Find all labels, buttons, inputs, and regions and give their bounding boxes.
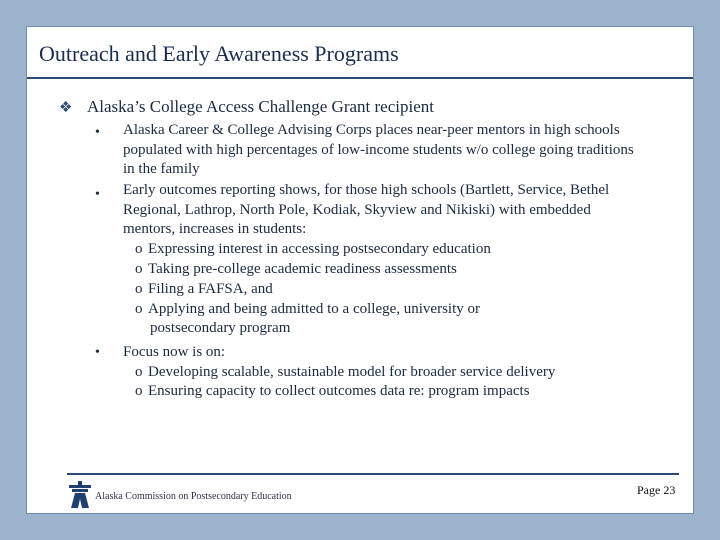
bullet-item-3: Focus now is on:: [123, 344, 226, 360]
slide-title: Outreach and Early Awareness Programs: [39, 41, 399, 66]
slide: [26, 26, 694, 514]
outcome-item-2: Taking pre-college academic readiness assessments: [148, 261, 457, 277]
bullet-item-1: Alaska Career & College Advising Corps places near-peer mentors in high schools populated with high percentages of low-income students w/o college going traditions in the family: [123, 122, 634, 178]
bullet-item-2: Early outcomes reporting shows, for those high schools (Bartlett, Service, Bethel Regional, Lathrop, North Pole, Kodiak, Skyview and Nikiski) with embedded mentors, increases in students:: [123, 182, 610, 238]
outcome-item-4: Applying and being admitted to a college, university or: [148, 301, 481, 317]
sub-bullet-marker: o: [135, 364, 143, 380]
sub-bullet-marker: o: [135, 261, 143, 277]
outcome-item-3: Filing a FAFSA, and: [148, 281, 273, 297]
focus-item-1: Developing scalable, sustainable model for broader service delivery: [148, 364, 556, 380]
bullet-dot-icon: •: [95, 125, 100, 140]
sub-bullet-marker: o: [135, 281, 143, 297]
outcome-item-1: Expressing interest in accessing postsecondary education: [148, 241, 491, 257]
bullet-dot-icon: •: [95, 187, 100, 202]
sub-bullet-marker: o: [135, 301, 143, 317]
diamond-bullet-icon: ❖: [59, 100, 73, 116]
sub-bullet-marker: o: [135, 241, 143, 257]
bullet-dot-icon: •: [95, 345, 100, 360]
sub-bullet-marker: o: [135, 383, 143, 399]
footer-org-name: Alaska Commission on Postsecondary Education: [95, 491, 292, 502]
footer-divider: [67, 473, 679, 475]
title-divider: [27, 77, 693, 79]
outcome-item-4-continued: postsecondary program: [150, 320, 291, 336]
level1-heading: Alaska’s College Access Challenge Grant recipient: [87, 97, 434, 116]
page-number: Page 23: [637, 483, 676, 497]
acpe-logo-icon: [67, 479, 93, 509]
focus-item-2: Ensuring capacity to collect outcomes data re: program impacts: [148, 383, 530, 399]
